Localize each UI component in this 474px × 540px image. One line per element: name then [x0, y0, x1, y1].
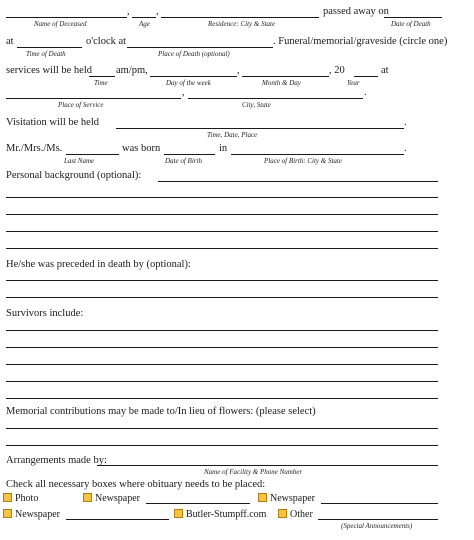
caption-facility-phone: Name of Facility & Phone Number — [204, 468, 303, 476]
checkbox-icon[interactable] — [83, 493, 92, 502]
caption-time: Time — [94, 79, 108, 87]
residence-field[interactable] — [161, 17, 319, 18]
caption-special-announcements: (Special Announcements) — [341, 522, 413, 530]
survivors-label: Survivors include: — [6, 308, 84, 319]
newspaper-label: Newspaper — [270, 493, 315, 504]
name-of-deceased-field[interactable] — [6, 17, 127, 18]
memorial-contributions-line[interactable] — [6, 445, 438, 446]
butler-stumpff-checkbox[interactable] — [174, 509, 266, 521]
place-of-death-field[interactable] — [127, 47, 273, 48]
caption-last-name: Last Name — [64, 157, 95, 165]
survivors-line[interactable] — [6, 364, 438, 365]
period: . — [404, 143, 407, 154]
arrangements-label: Arrangements made by: — [6, 455, 107, 466]
newspaper-checkbox[interactable] — [258, 493, 315, 505]
memorial-contributions-line[interactable] — [6, 428, 438, 429]
survivors-line[interactable] — [6, 398, 438, 399]
other-label: Other — [290, 509, 313, 520]
checkbox-icon[interactable] — [3, 493, 12, 502]
caption-place-of-birth: Place of Birth: City & State — [264, 157, 342, 165]
comma: , — [156, 6, 159, 17]
checkbox-icon[interactable] — [258, 493, 267, 502]
funeral-type-label: . Funeral/memorial/graveside (circle one) — [273, 36, 448, 47]
passed-away-on-label: passed away on — [323, 6, 389, 17]
time-of-death-field[interactable] — [17, 47, 82, 48]
date-of-death-field[interactable] — [384, 17, 442, 18]
at-label: at — [381, 65, 389, 76]
newspaper-name-field[interactable] — [321, 503, 438, 504]
at-label: at — [6, 36, 14, 47]
other-field[interactable] — [318, 519, 438, 520]
caption-place-of-service: Place of Service — [58, 101, 104, 109]
period: . — [404, 117, 407, 128]
personal-background-line[interactable] — [6, 197, 438, 198]
checkbox-icon[interactable] — [174, 509, 183, 518]
checkbox-icon[interactable] — [3, 509, 12, 518]
newspaper-label: Newspaper — [95, 493, 140, 504]
visitation-field[interactable] — [116, 128, 404, 129]
personal-background-line[interactable] — [6, 231, 438, 232]
caption-visitation: Time, Date, Place — [207, 131, 258, 139]
newspaper-name-field[interactable] — [146, 503, 250, 504]
service-city-state-field[interactable] — [188, 98, 363, 99]
ampm-label: am/pm, — [116, 65, 148, 76]
last-name-field[interactable] — [66, 154, 119, 155]
month-day-field[interactable] — [242, 76, 329, 77]
year-field[interactable] — [354, 76, 378, 77]
caption-date-of-birth: Date of Birth — [165, 157, 202, 165]
period: . — [364, 87, 367, 98]
personal-background-line[interactable] — [6, 248, 438, 249]
survivors-line[interactable] — [6, 330, 438, 331]
caption-date-of-death: Date of Death — [391, 20, 431, 28]
preceded-in-death-label: He/she was preceded in death by (optional): — [6, 259, 191, 270]
comma: , — [182, 87, 185, 98]
age-field[interactable] — [132, 17, 156, 18]
personal-background-label: Personal background (optional): — [6, 170, 142, 181]
services-label: services will be held — [6, 65, 93, 76]
caption-day-of-week: Day of the week — [166, 79, 211, 87]
service-time-field[interactable] — [89, 76, 115, 77]
newspaper-checkbox[interactable] — [83, 493, 140, 505]
memorial-contributions-label: Memorial contributions may be made to/In lieu of flowers: (please select) — [6, 406, 316, 417]
arrangements-field[interactable] — [97, 465, 438, 466]
caption-city-state: City, State — [242, 101, 271, 109]
caption-year: Year — [347, 79, 360, 87]
newspaper-label: Newspaper — [15, 509, 60, 520]
photo-label: Photo — [15, 493, 39, 504]
oclock-at-label: o'clock at — [86, 36, 127, 47]
caption-residence: Residence: City & State — [208, 20, 276, 28]
newspaper-checkbox[interactable] — [3, 509, 60, 521]
checkbox-icon[interactable] — [278, 509, 287, 518]
in-label: in — [219, 143, 228, 154]
personal-background-field[interactable] — [158, 181, 438, 182]
other-checkbox[interactable] — [278, 509, 313, 521]
preceded-in-death-line[interactable] — [6, 280, 438, 281]
caption-time-of-death: Time of Death — [26, 50, 66, 58]
visitation-label: Visitation will be held — [6, 117, 99, 128]
place-of-service-field[interactable] — [6, 98, 181, 99]
survivors-line[interactable] — [6, 381, 438, 382]
was-born-label: was born — [122, 143, 161, 154]
butler-stumpff-label: Butler-Stumpff.com — [186, 509, 267, 520]
photo-checkbox[interactable] — [3, 493, 38, 505]
date-of-birth-field[interactable] — [164, 154, 215, 155]
year-prefix-label: , 20 — [329, 65, 345, 76]
comma: , — [127, 6, 130, 17]
day-of-week-field[interactable] — [150, 76, 237, 77]
survivors-line[interactable] — [6, 347, 438, 348]
place-of-birth-field[interactable] — [231, 154, 404, 155]
comma: , — [237, 65, 240, 76]
checkbox-instruction: Check all necessary boxes where obituary needs to be placed: — [6, 479, 266, 490]
newspaper-name-field[interactable] — [66, 519, 169, 520]
caption-month-day: Month & Day — [262, 79, 301, 87]
caption-age: Age — [139, 20, 150, 28]
personal-background-line[interactable] — [6, 214, 438, 215]
caption-name-of-deceased: Name of Deceased — [34, 20, 87, 28]
caption-place-of-death: Place of Death (optional) — [158, 50, 230, 58]
preceded-in-death-line[interactable] — [6, 297, 438, 298]
title-label: Mr./Mrs./Ms. — [6, 143, 63, 154]
